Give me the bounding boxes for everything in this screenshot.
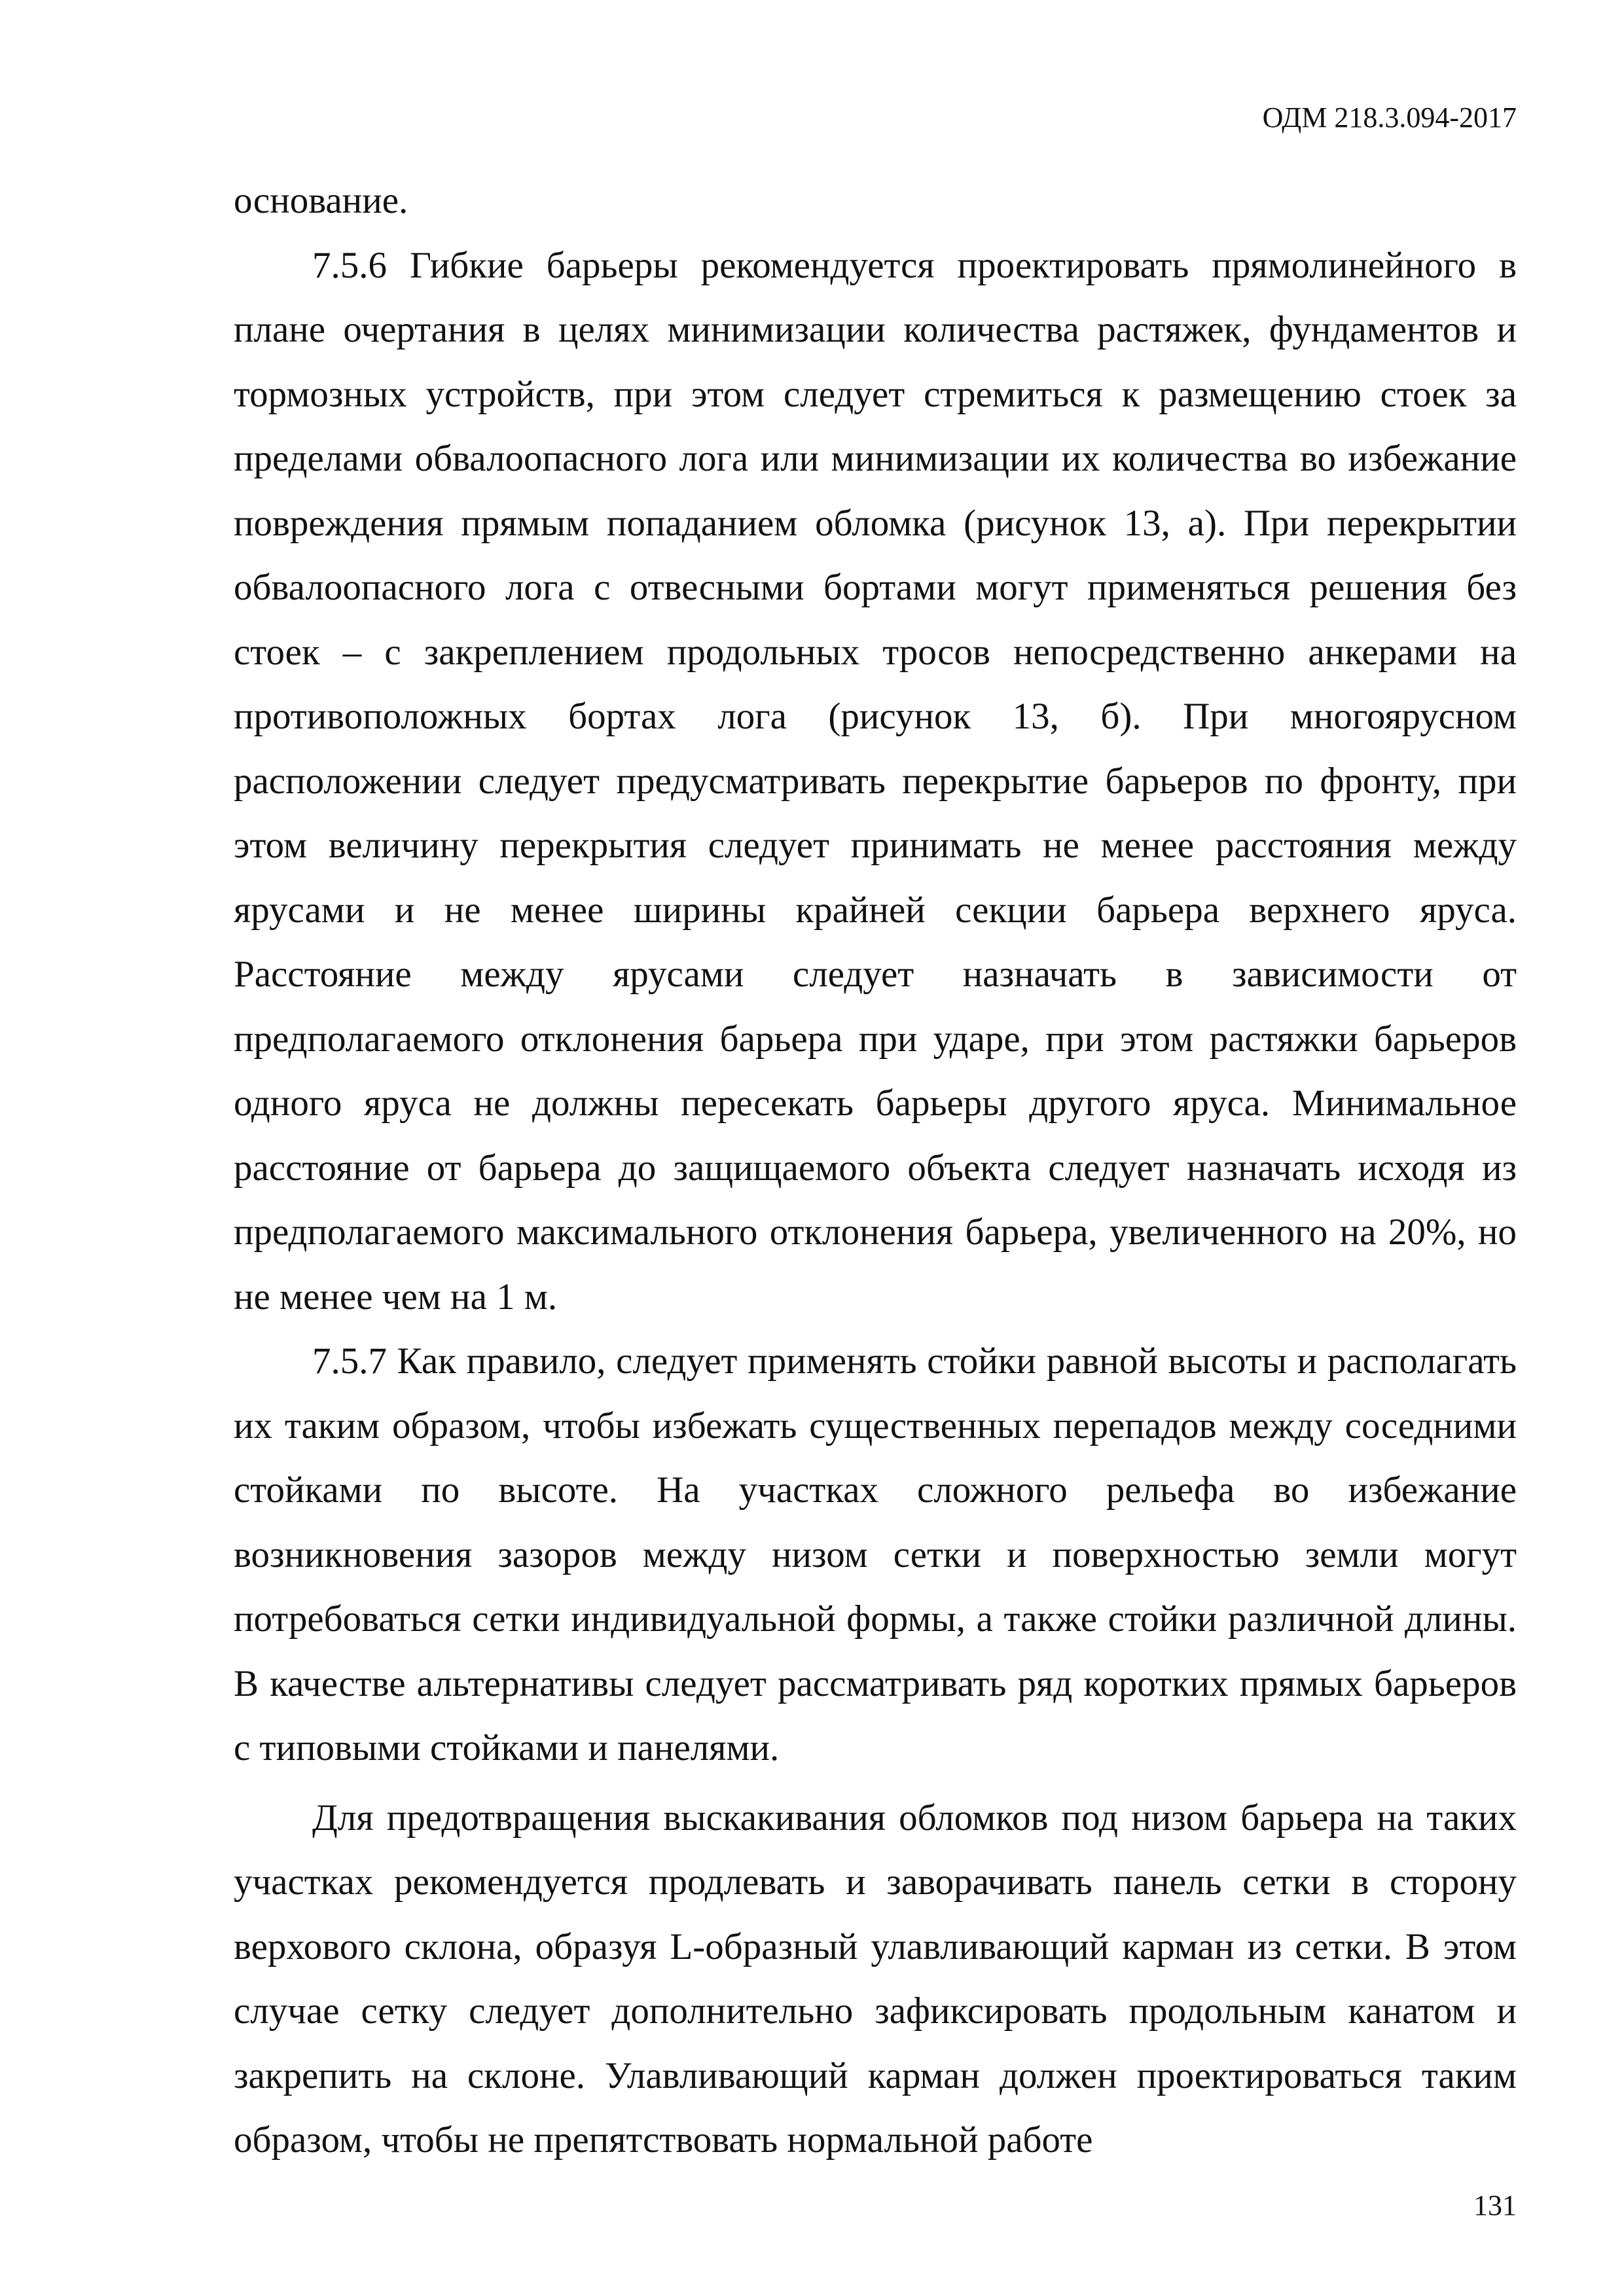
paragraph-7-5-7: 7.5.7 Как правило, следует применять стойки равной высоты и располагать их таким образом, чтобы избежать существенных перепадов между соседними стойками по высоте. На участках сложного рельефа во избежание возникновения зазоров между низом сетки и поверхностью земли могут потребоваться сетки индивидуальной формы, а также стойки различной длины. В качестве альтернативы следует рассматривать ряд коротких прямых барьеров с типовыми стойками и панелями. [234, 1340, 1517, 1768]
paragraph-l-pocket: Для предотвращения выскакивания обломков под низом барьера на таких участках рекомендуется продлевать и заворачивать панель сетки в сторону верхового склона, образуя L-образный улавливающий карман из сетки. В этом случае сетку следует дополнительно зафиксировать продольным канатом и закрепить на склоне. Улавливающий карман должен проектироваться таким образом, чтобы не препятствовать нормальной работе [234, 1797, 1517, 2161]
paragraph-continuation: основание. [234, 180, 408, 221]
document-code-header: ОДМ 218.3.094-2017 [1262, 101, 1517, 134]
page-number: 131 [1473, 2189, 1517, 2221]
paragraph-7-5-6: 7.5.6 Гибкие барьеры рекомендуется проектировать прямолинейного в плане очертания в целях минимизации количества растяжек, фундаментов и тормозных устройств, при этом следует стремиться к размещению стоек за пределами обвалоопасного лога или минимизации их количества во избежание повреждения прямым попаданием обломка (рисунок 13, а). При перекрытии обвалоопасного лога с отвесными бортами могут применяться решения без стоек – с закреплением продольных тросов непосредственно анкерами на противоположных бортах лога (рисунок 13, б). При многоярусном расположении следует предусматривать перекрытие барьеров по фронту, при этом величину перекрытия следует принимать не менее расстояния между ярусами и не менее ширины крайней секции барьера верхнего яруса. Расстояние между ярусами следует назначать в зависимости от предполагаемого отклонения барьера при ударе, при этом растяжки барьеров одного яруса не должны пересекать барьеры другого яруса. Минимальное расстояние от барьера до защищаемого объекта следует назначать исходя из предполагаемого максимального отклонения барьера, увеличенного на 20%, но не менее чем на 1 м. [234, 244, 1517, 1318]
page-body [234, 169, 1517, 2173]
